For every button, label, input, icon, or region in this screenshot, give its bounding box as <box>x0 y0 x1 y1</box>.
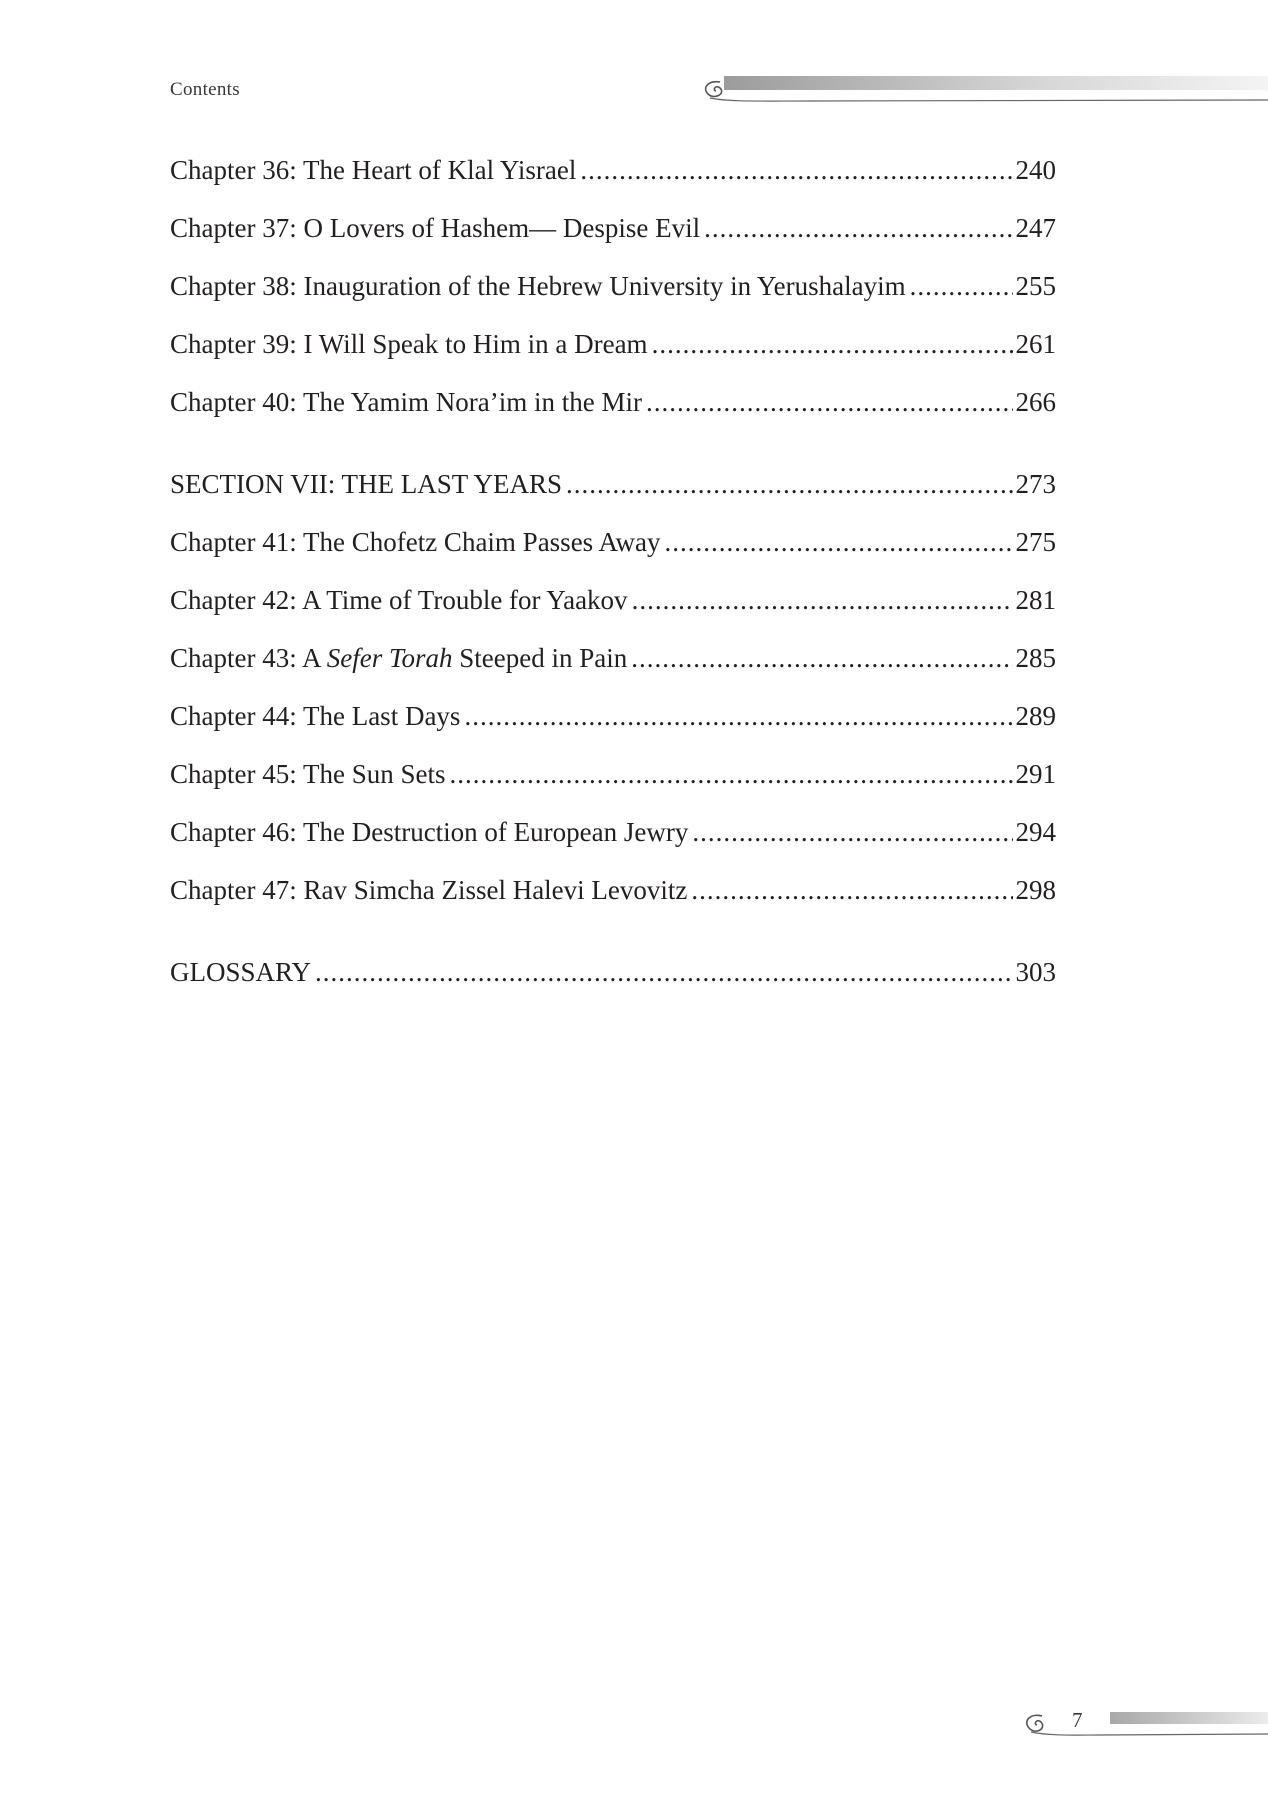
toc-entry-chapter-37[interactable] <box>170 206 1056 264</box>
toc-entry-title: Chapter 47: Rav Simcha Zissel Halevi Levovitz <box>170 875 688 905</box>
dot-leader <box>692 810 1012 854</box>
toc-entry-title <box>170 636 627 680</box>
footer-ornament <box>1020 1706 1268 1740</box>
toc-entry-chapter-45[interactable] <box>170 752 1056 810</box>
toc-entry-page: 255 <box>1015 271 1056 301</box>
toc-entry-page: 294 <box>1015 817 1056 847</box>
dot-leader <box>704 206 1012 250</box>
toc-entry-page: 291 <box>1015 759 1056 789</box>
dot-leader <box>652 322 1013 366</box>
table-of-contents <box>170 148 1056 1008</box>
toc-section-title: SECTION VII: THE LAST YEARS <box>170 469 563 499</box>
page-number: 7 <box>1072 1708 1083 1732</box>
toc-title-italic: Sefer Torah <box>326 643 453 673</box>
dot-leader <box>664 520 1012 564</box>
toc-entry-chapter-47[interactable] <box>170 868 1056 926</box>
toc-entry-glossary[interactable] <box>170 950 1056 1008</box>
toc-entry-chapter-44[interactable] <box>170 694 1056 752</box>
toc-entry-title: Chapter 38: Inauguration of the Hebrew University in Yerushalayim <box>170 271 906 301</box>
toc-entry-chapter-42[interactable] <box>170 578 1056 636</box>
dot-leader <box>580 148 1012 192</box>
dot-leader <box>566 462 1012 506</box>
toc-entry-title: Chapter 39: I Will Speak to Him in a Dream <box>170 329 648 359</box>
dot-leader <box>631 636 1012 680</box>
toc-entry-title: Chapter 41: The Chofetz Chaim Passes Away <box>170 527 661 557</box>
dot-leader <box>646 380 1013 424</box>
toc-entry-page: 266 <box>1015 387 1056 417</box>
dot-leader <box>449 752 1012 796</box>
dot-leader <box>464 694 1012 738</box>
toc-entry-title: Chapter 46: The Destruction of European Jewry <box>170 817 689 847</box>
toc-entry-chapter-46[interactable] <box>170 810 1056 868</box>
toc-entry-title: Chapter 42: A Time of Trouble for Yaakov <box>170 585 628 615</box>
toc-section-title: GLOSSARY <box>170 957 312 987</box>
toc-entry-chapter-38[interactable] <box>170 264 1056 322</box>
toc-entry-page: 240 <box>1015 155 1056 185</box>
toc-entry-page: 298 <box>1015 875 1056 905</box>
toc-entry-title: Chapter 45: The Sun Sets <box>170 759 446 789</box>
toc-entry-page: 289 <box>1015 701 1056 731</box>
toc-entry-title: Chapter 36: The Heart of Klal Yisrael <box>170 155 577 185</box>
dot-leader <box>632 578 1013 622</box>
dot-leader <box>315 950 1012 994</box>
toc-entry-page: 303 <box>1015 957 1056 987</box>
toc-entry-page: 281 <box>1015 585 1056 615</box>
toc-entry-page: 285 <box>1015 643 1056 673</box>
toc-title-prefix: Chapter 43: A <box>170 643 327 673</box>
toc-entry-page: 273 <box>1015 469 1056 499</box>
toc-entry-chapter-41[interactable] <box>170 520 1056 578</box>
header-ornament <box>700 72 1268 106</box>
toc-entry-section-vii[interactable] <box>170 462 1056 520</box>
running-head: Contents <box>170 79 240 100</box>
toc-entry-page: 261 <box>1015 329 1056 359</box>
toc-entry-chapter-40[interactable] <box>170 380 1056 438</box>
toc-entry-chapter-36[interactable] <box>170 148 1056 206</box>
dot-leader <box>691 868 1012 912</box>
toc-entry-title: Chapter 40: The Yamim Nora’im in the Mir <box>170 387 642 417</box>
toc-entry-title: Chapter 37: O Lovers of Hashem— Despise Evil <box>170 213 701 243</box>
toc-entry-chapter-39[interactable] <box>170 322 1056 380</box>
toc-entry-title: Chapter 44: The Last Days <box>170 701 461 731</box>
toc-entry-chapter-43[interactable] <box>170 636 1056 694</box>
toc-entry-page: 275 <box>1015 527 1056 557</box>
dot-leader <box>910 264 1013 308</box>
toc-entry-page: 247 <box>1015 213 1056 243</box>
toc-title-suffix: Steeped in Pain <box>452 643 628 673</box>
